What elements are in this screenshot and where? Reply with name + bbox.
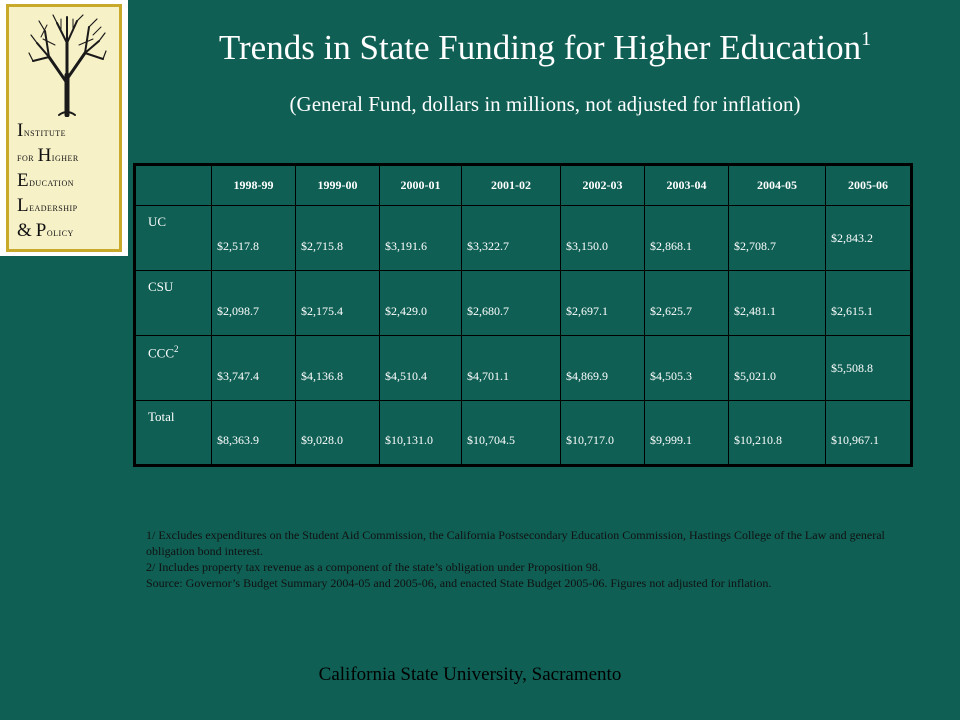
col-header: 2001-02 [462, 165, 561, 206]
funding-table-container [133, 163, 913, 467]
table-cell: $2,697.1 [561, 271, 645, 336]
table-cell: $3,322.7 [462, 206, 561, 271]
table-cell: $4,505.3 [645, 336, 729, 401]
col-header: 2005-06 [826, 165, 912, 206]
table-cell: $2,481.1 [729, 271, 826, 336]
table-cell: $10,967.1 [826, 401, 912, 466]
table-cell: $10,717.0 [561, 401, 645, 466]
table-cell: $2,175.4 [296, 271, 380, 336]
table-cell: $4,869.9 [561, 336, 645, 401]
table-row-csu [135, 271, 912, 336]
col-header: 1998-99 [212, 165, 296, 206]
logo-line-5: & Policy [17, 220, 74, 241]
funding-table [133, 163, 913, 467]
table-cell: $10,131.0 [380, 401, 462, 466]
col-header: 2004-05 [729, 165, 826, 206]
slide-subtitle: (General Fund, dollars in millions, not adjusted for inflation) [289, 92, 801, 116]
table-cell: $2,715.8 [296, 206, 380, 271]
table-cell: $2,625.7 [645, 271, 729, 336]
table-cell: $2,680.7 [462, 271, 561, 336]
footnote-2: 2/ Includes property tax revenue as a component of the state’s obligation under Proposition 98. [146, 560, 601, 574]
table-cell: $10,704.5 [462, 401, 561, 466]
table-row-total [135, 401, 912, 466]
footnote-1: 1/ Excludes expenditures on the Student Aid Commission, the California Postsecondary Education Commission, Hastings College of the Law and general obligation bond interest. [146, 528, 885, 558]
col-header: 1999-00 [296, 165, 380, 206]
table-cell: $9,999.1 [645, 401, 729, 466]
col-header: 2003-04 [645, 165, 729, 206]
logo-line-4: Leadership [17, 195, 78, 216]
table-cell: $2,098.7 [212, 271, 296, 336]
header-row [135, 165, 912, 206]
table-cell: $2,517.8 [212, 206, 296, 271]
corner-cell [135, 165, 212, 206]
slide-footer: California State University, Sacramento [318, 664, 622, 685]
logo-line-2: for Higher [17, 145, 79, 166]
row-label: CSU [135, 271, 212, 336]
table-cell: $2,429.0 [380, 271, 462, 336]
slide-title: Trends in State Funding for Higher Education$^1$ [218, 28, 872, 67]
row-label: UC [135, 206, 212, 271]
footnotes [146, 527, 906, 591]
source-note: Source: Governor’s Budget Summary 2004-05 and 2005-06, and enacted State Budget 2005-06. Figures not adjusted for inflation. [146, 576, 772, 590]
table-cell: $3,150.0 [561, 206, 645, 271]
table-cell: $5,021.0 [729, 336, 826, 401]
table-row-ccc [135, 336, 912, 401]
title-footnote-marker: 1 [861, 28, 872, 50]
table-cell: $4,136.8 [296, 336, 380, 401]
table-row-uc [135, 206, 912, 271]
table-cell: $9,028.0 [296, 401, 380, 466]
table-cell: $2,868.1 [645, 206, 729, 271]
row-label: Total [135, 401, 212, 466]
logo-wordmark [17, 119, 115, 244]
table-cell: $2,843.2 [826, 206, 912, 271]
table-cell: $2,708.7 [729, 206, 826, 271]
tree-icon [27, 13, 107, 117]
col-header: 2002-03 [561, 165, 645, 206]
table-cell: $10,210.8 [729, 401, 826, 466]
row-footnote-marker: 2 [174, 344, 179, 354]
institute-logo [0, 0, 128, 256]
logo-panel [6, 4, 122, 252]
table-cell: $3,191.6 [380, 206, 462, 271]
logo-line-1: Institute [17, 120, 67, 141]
table-cell: $4,510.4 [380, 336, 462, 401]
row-label: CCC$^2$ [135, 336, 212, 401]
table-cell: $3,747.4 [212, 336, 296, 401]
col-header: 2000-01 [380, 165, 462, 206]
table-cell: $4,701.1 [462, 336, 561, 401]
table-cell: $5,508.8 [826, 336, 912, 401]
logo-line-3: Education [17, 170, 74, 191]
table-cell: $2,615.1 [826, 271, 912, 336]
table-cell: $8,363.9 [212, 401, 296, 466]
